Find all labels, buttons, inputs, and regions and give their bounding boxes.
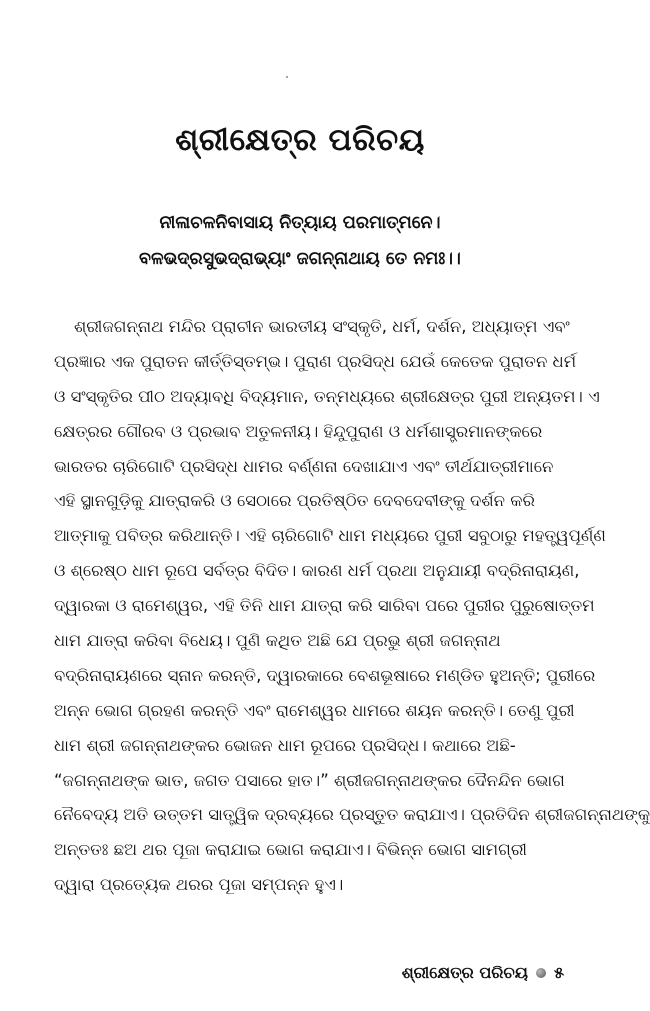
verse-line-2: ବଳଭଦ୍ରସୁଭଦ୍ରାଭ୍ୟାଂ ଜଗନ୍ନାଥାୟ ତେ ନମଃ।। — [139, 249, 461, 269]
body-line: ଓ ସଂସ୍କୃତିର ପୀଠ ଅଦ୍ୟାବଧି ବିଦ୍ୟମାନ, ତନ୍ମଧ୍ୟରେ ଶ୍ରୀକ୍ଷେତ୍ର ପୁରୀ ଅନ୍ୟତମ। ଏ — [54, 386, 600, 406]
print-speck — [286, 76, 288, 78]
body-line: ନୈବେଦ୍ୟ ଅତି ଉତ୍ତମ ସାତ୍ତ୍ୱିକ ଦ୍ରବ୍ୟରେ ପ୍ରସ୍ତୁତ କରାଯାଏ। ପ୍ରତିଦିନ ଶ୍ରୀଜଗନ୍ନାଥଙ୍କୁ — [54, 805, 650, 825]
body-line: ଧାମ ଯାତ୍ରା କରିବା ବିଧେୟ। ପୁଣି କଥିତ ଅଛି ଯେ ପ୍ରଭୁ ଶ୍ରୀ ଜଗନ୍ନାଥ — [54, 631, 501, 651]
body-line: ଆତ୍ମାକୁ ପବିତ୍ର କରିଥାନ୍ତି। ଏହି ଚାରିଗୋଟି ଧାମ ମଧ୍ୟରେ ପୁରୀ ସବୁଠାରୁ ମହତ୍ତ୍ୱପୂର୍ଣ୍ଣ — [54, 526, 606, 546]
body-line: ଦ୍ୱାରା ପ୍ରତ୍ୟେକ ଥରର ପୂଜା ସମ୍ପନ୍ନ ହୁଏ। — [54, 875, 344, 895]
body-line: ଧାମ ଶ୍ରୀ ଜଗନ୍ନାଥଙ୍କର ଭୋଜନ ଧାମ ରୂପରେ ପ୍ରସିଦ୍ଧ। କଥାରେ ଅଛି- — [54, 735, 516, 755]
body-line: ଏହି ସ୍ଥାନଗୁଡ଼ିକୁ ଯାତ୍ରାକରି ଓ ସେଠାରେ ପ୍ରତିଷ୍ଠିତ ଦେବଦେବୀଙ୍କୁ ଦର୍ଶନ କରି — [54, 491, 535, 511]
body-line: ଅନ୍ନ ଭୋଗ ଗ୍ରହଣ କରନ୍ତି ଏବଂ ରାମେଶ୍ୱର ଧାମରେ ଶୟନ କରନ୍ତି। ତେଣୁ ପୁରୀ — [54, 700, 575, 720]
body-line: ଶ୍ରୀଜଗନ୍ନାଥ ମନ୍ଦିର ପ୍ରାଚୀନ ଭାରତୀୟ ସଂସ୍କୃତି, ଧର୍ମ, ଦର୍ଶନ, ଅଧ୍ୟାତ୍ମ ଏବଂ — [74, 317, 570, 336]
body-line: ଅନ୍ତତଃ ଛଅ ଥର ପୂଜା କରାଯାଇ ଭୋଗ କରାଯାଏ। ବିଭିନ୍ନ ଭୋଗ ସାମଗ୍ରୀ — [54, 840, 527, 860]
body-line: ବଦ୍ରିନାରାୟଣରେ ସ୍ନାନ କରନ୍ତି, ଦ୍ୱାରକାରେ ବେଶଭୂଷାରେ ମଣ୍ଡିତ ହୁଅନ୍ତି; ପୁରୀରେ — [54, 665, 596, 685]
bullet-dot-icon — [536, 968, 546, 978]
body-paragraph — [54, 310, 650, 903]
body-line: ଓ ଶ୍ରେଷ୍ଠ ଧାମ ରୂପେ ସର୍ବତ୍ର ବିଦିତ। କାରଣ ଧର୍ମ ପ୍ରଥା ଅନୁଯାୟୀ ବଦ୍ରିନାରାୟଣ, — [54, 561, 580, 581]
running-title: ଶ୍ରୀକ୍ଷେତ୍ର ପରିଚୟ — [401, 963, 529, 982]
body-line: ଦ୍ୱାରକା ଓ ରାମେଶ୍ୱର, ଏହି ତିନି ଧାମ ଯାତ୍ରା କରି ସାରିବା ପରେ ପୁରୀର ପୁରୁଷୋତ୍ତମ — [54, 596, 595, 616]
page-number: ୫ — [554, 963, 564, 982]
verse-line-1: ନୀଳାଚଳନିବାସାୟ ନିତ୍ୟାୟ ପରମାତ୍ମନେ। — [159, 213, 441, 233]
body-line: “ଜଗନ୍ନାଥଙ୍କ ଭାତ, ଜଗତ ପସାରେ ହାତ।” ଶ୍ରୀଜଗନ୍ନାଥଙ୍କର ଦୈନନ୍ଦିନ ଭୋଗ — [54, 770, 565, 790]
body-line: କ୍ଷେତ୍ରର ଗୌରବ ଓ ପ୍ରଭାବ ଅତୁଳନୀୟ। ହିନ୍ଦୁପୁରାଣ ଓ ଧର୍ମଶାସ୍ତ୍ରମାନଙ୍କରେ — [54, 421, 543, 441]
body-line: ପ୍ରଜ୍ଞାର ଏକ ପୁରାତନ କୀର୍ତ୍ତିସ୍ତମ୍ଭ। ପୁରାଣ ପ୍ରସିଦ୍ଧ ଯେଉଁ କେତେକ ପୁରାତନ ଧର୍ମ — [54, 351, 577, 371]
body-line: ଭାରତର ଚାରିଗୋଟି ପ୍ରସିଦ୍ଧ ଧାମର ବର୍ଣ୍ଣନା ଦେଖାଯାଏ ଏବଂ ତୀର୍ଥଯାତ୍ରୀମାନେ — [54, 456, 554, 476]
invocation-verse — [0, 205, 600, 277]
page-title: ଶ୍ରୀକ୍ଷେତ୍ର ପରିଚୟ — [175, 122, 425, 158]
page-footer — [402, 963, 564, 983]
